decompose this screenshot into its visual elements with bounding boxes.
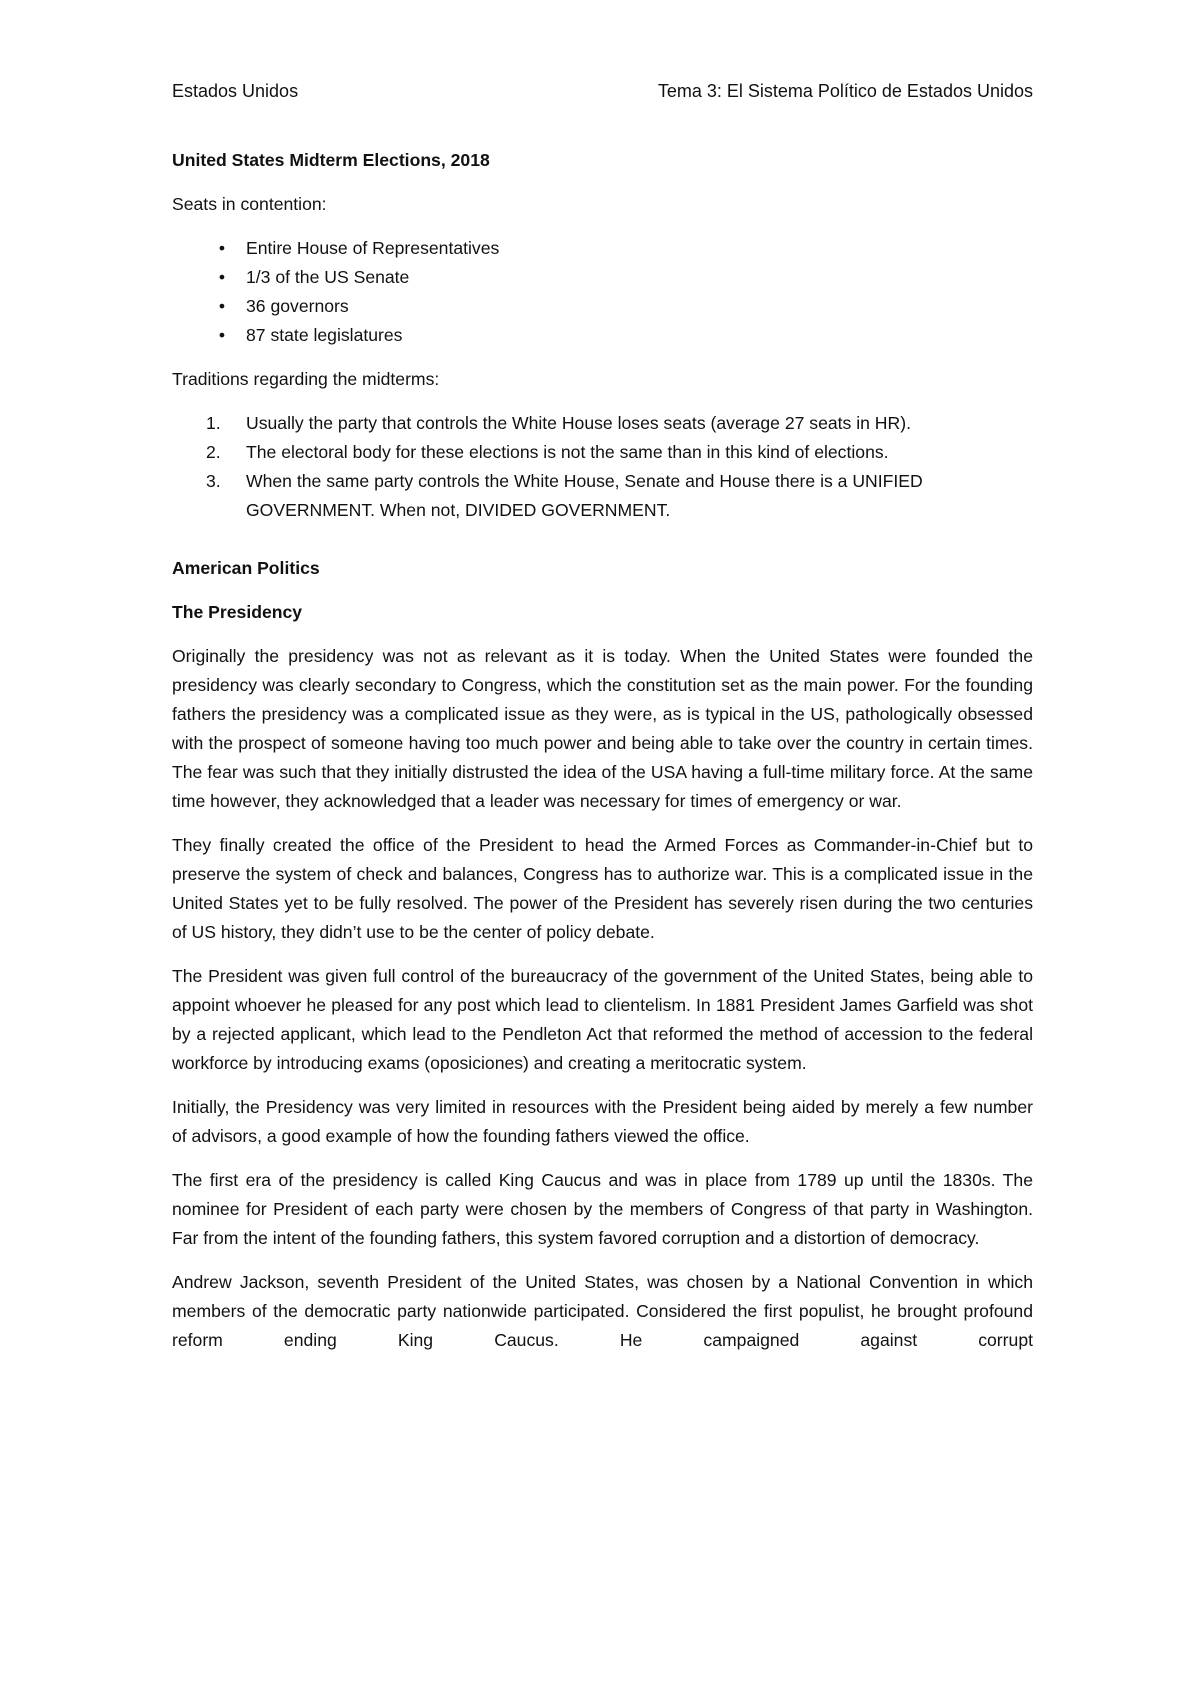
seats-intro: Seats in contention: — [172, 194, 327, 214]
paragraph: They finally created the office of the President to head the Armed Forces as Commander-in-Chief but to preserve the system of check and balances, Congress has to authorize war. This is a complicated issue in the United States yet to be fully resolved. The power of the President has severely risen during the two centuries of US history, they didn’t use to be the center of policy debate. — [172, 835, 1033, 942]
list-item — [172, 234, 1033, 263]
section-title-midterms: United States Midterm Elections, 2018 — [172, 150, 490, 170]
paragraph: Originally the presidency was not as relevant as it is today. When the United States were founded the presidency was clearly secondary to Congress, which the constitution set as the main power. For the founding fathers the presidency was a complicated issue as they were, as is typical in the US, pathologically obsessed with the prospect of someone having too much power and being able to take over the country in certain times. The fear was such that they initially distrusted the idea of the USA having a full-time military force. At the same time however, they acknowledged that a leader was necessary for times of emergency or war. — [172, 646, 1033, 811]
bullet-icon: • — [218, 296, 226, 316]
header-right-text: Tema 3: El Sistema Político de Estados Unidos — [657, 81, 1033, 101]
list-number: 1. — [206, 413, 221, 433]
list-item-text: Usually the party that controls the White House loses seats (average 27 seats in HR). — [246, 413, 911, 433]
seats-list — [172, 234, 1033, 350]
paragraph: The President was given full control of the bureaucracy of the government of the United States, being able to appoint whoever he pleased for any post which lead to clientelism. In 1881 President James Garfield was shot by a rejected applicant, which lead to the Pendleton Act that reformed the method of accession to the federal workforce by introducing exams (oposiciones) and creating a meritocratic system. — [172, 966, 1033, 1073]
list-item-text: The electoral body for these elections is not the same than in this kind of elections. — [246, 442, 889, 462]
bullet-icon: • — [218, 267, 226, 287]
list-item-text: 1/3 of the US Senate — [246, 267, 410, 287]
header-left-text: Estados Unidos — [172, 81, 299, 101]
list-number: 2. — [206, 442, 221, 462]
traditions-intro: Traditions regarding the midterms: — [172, 369, 440, 389]
list-item-text: 87 state legislatures — [246, 325, 403, 345]
list-item — [172, 292, 1033, 321]
subsection-title-presidency: The Presidency — [172, 602, 303, 622]
list-item — [172, 321, 1033, 350]
list-item — [172, 467, 1033, 525]
paragraph: Andrew Jackson, seventh President of the United States, was chosen by a National Convention in which members of the democratic party nationwide participated. Considered the first populist, he brought profound reform ending King Caucus. He campaigned against corrupt — [172, 1272, 1033, 1350]
section-title-american-politics: American Politics — [172, 558, 320, 578]
traditions-list — [172, 409, 1033, 525]
list-item — [172, 438, 1033, 467]
paragraph: Initially, the Presidency was very limited in resources with the President being aided by merely a few number of advisors, a good example of how the founding fathers viewed the office. — [172, 1097, 1033, 1146]
spacer — [172, 540, 1033, 554]
paragraph: The first era of the presidency is called King Caucus and was in place from 1789 up until the 1830s. The nominee for President of each party were chosen by the members of Congress of that party in Washington. Far from the intent of the founding fathers, this system favored corruption and a distortion of democracy. — [172, 1170, 1033, 1248]
list-number: 3. — [206, 471, 221, 491]
list-item — [172, 409, 1033, 438]
bullet-icon: • — [218, 238, 226, 258]
list-item — [172, 263, 1033, 292]
list-item-text: When the same party controls the White House, Senate and House there is a UNIFIED GOVERNMENT. When not, DIVIDED GOVERNMENT. — [246, 471, 923, 520]
bullet-icon: • — [218, 325, 226, 345]
page-header — [172, 76, 1033, 106]
document-body — [172, 146, 1033, 1370]
list-item-text: 36 governors — [246, 296, 349, 316]
list-item-text: Entire House of Representatives — [246, 238, 500, 258]
